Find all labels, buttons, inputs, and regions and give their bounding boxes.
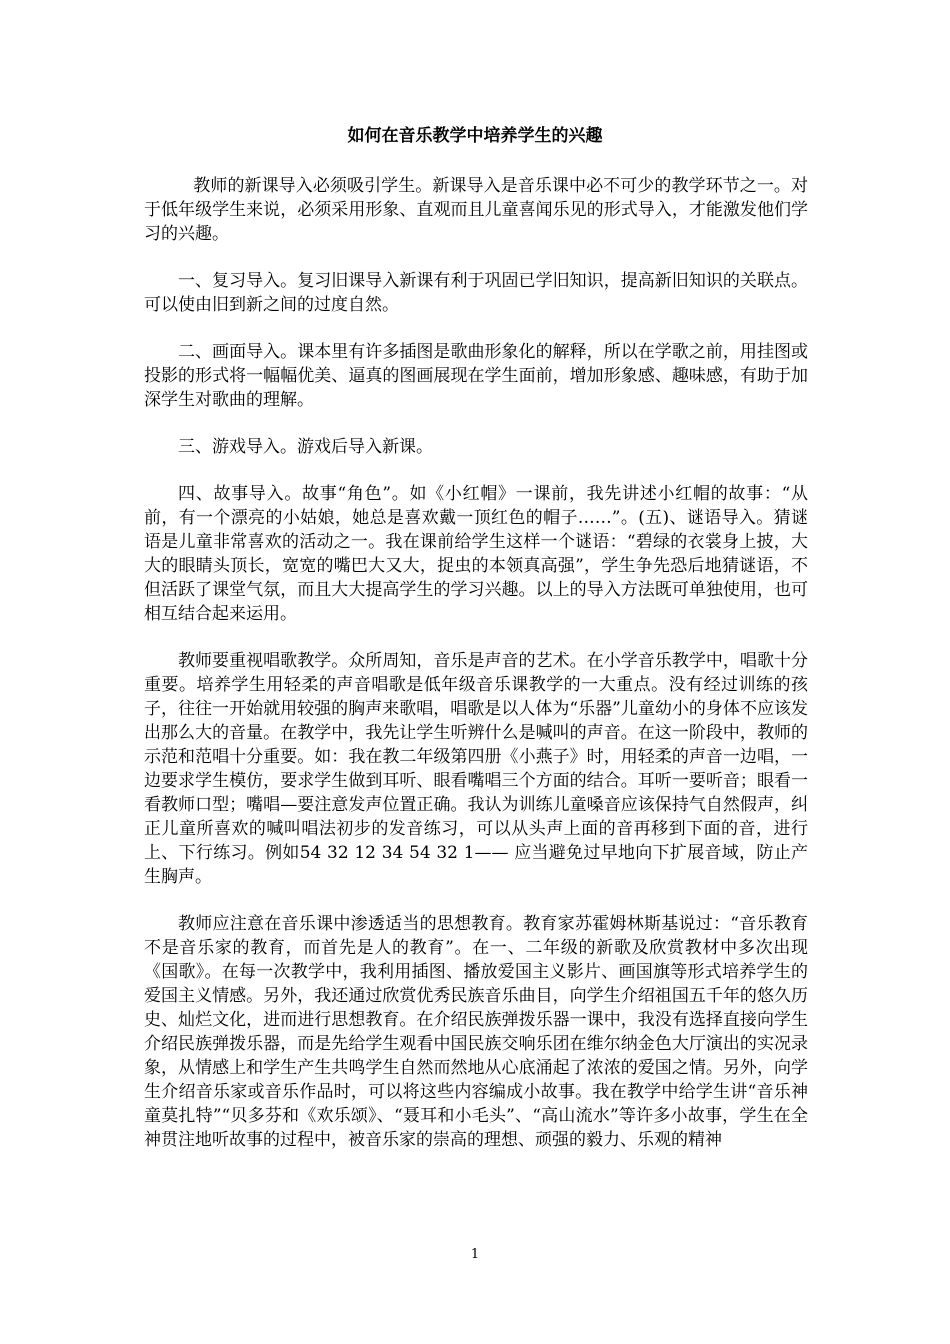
paragraph-game-intro: 三、游戏导入。游戏后导入新课。 (178, 437, 433, 457)
document-title: 如何在音乐教学中培养学生的兴趣 (347, 126, 603, 146)
paragraph-review-intro: 一、复习导入。复习旧课导入新课有利于巩固已学旧知识，提高新旧知识的关联点。可以使由旧到新之间的过度自然。 (144, 271, 808, 315)
paragraph-story-intro: 四、故事导入。故事“角色”。如《小红帽》一课前，我先讲述小红帽的故事：“从前，有一个漂亮的小姑娘，她总是喜欢戴一顶红色的帽子……”。(五)、谜语导入。猜谜语是儿童非常喜欢的活动之一。我在课前给学生这样一个谜语：“碧绿的衣裳身上披，大大的眼睛头顶长，宽宽的嘴巴大又大，捉虫的本领真高强”，学生争先恐后地猜谜语，不但活跃了课堂气氛，而且大大提高学生的学习兴趣。以上的导入方法既可单独使用，也可相互结合起来运用。 (144, 484, 808, 624)
paragraph-singing: 教师要重视唱歌教学。众所周知，音乐是声音的艺术。在小学音乐教学中，唱歌十分重要。培养学生用轻柔的声音唱歌是低年级音乐课教学的一大重点。没有经过训练的孩子，往往一开始就用较强的胸声来歌唱，唱歌是以人体为“乐器”儿童幼小的身体不应该发出那么大的音量。在教学中，我先让学生听辨什么是喊叫的声音。在这一阶段中，教师的示范和范唱十分重要。如：我在教二年级第四册《小燕子》时，用轻柔的声音一边唱，一边要求学生模仿，要求学生做到耳听、眼看嘴唱三个方面的结合。耳听一要听音；眼看一看教师口型；嘴唱—要注意发声位置正确。我认为训练儿童嗓音应该保持气自然假声，纠正儿童所喜欢的喊叫唱法初步的发音练习，可以从头声上面的音再移到下面的音，进行上、下行练习。例如54 32 12 34 54 32 1—— 应当避免过早地向下扩展音域，防止产生胸声。 (144, 651, 808, 887)
document-body (144, 174, 808, 1175)
page-number: 1 (470, 1247, 480, 1262)
paragraph-picture-intro: 二、画面导入。课本里有许多插图是歌曲形象化的解释，所以在学歌之前，用挂图或投影的形式将一幅幅优美、逼真的图画展现在学生面前，增加形象感、趣味感，有助于加深学生对歌曲的理解。 (144, 342, 808, 410)
paragraph-moral-education: 教师应注意在音乐课中渗透适当的思想教育。教育家苏霍姆林斯基说过：“音乐教育不是音乐家的教育，而首先是人的教育”。在一、二年级的新歌及欣赏教材中多次出现《国歌》。在每一次教学中，我利用插图、播放爱国主义影片、画国旗等形式培养学生的爱国主义情感。另外，我还通过欣赏优秀民族音乐曲目，向学生介绍祖国五千年的悠久历史、灿烂文化，进而进行思想教育。在介绍民族弹拨乐器一课中，我没有选择直接向学生介绍民族弹拨乐器，而是先给学生观看中国民族交响乐团在维尔纳金色大厅演出的实况录象，从情感上和学生产生共鸣学生自然而然地从心底涌起了浓浓的爱国之情。另外，向学生介绍音乐家或音乐作品时，可以将这些内容编成小故事。我在教学中给学生讲“音乐神童莫扎特”“贝多芬和《欢乐颂》、“聂耳和小毛头”、“高山流水”等许多小故事，学生在全神贯注地听故事的过程中，被音乐家的崇高的理想、顽强的毅力、乐观的精神 (144, 914, 808, 1150)
paragraph-intro: 教师的新课导入必须吸引学生。新课导入是音乐课中必不可少的教学环节之一。对于低年级学生来说，必须采用形象、直观而且儿童喜闻乐见的形式导入，才能激发他们学习的兴趣。 (144, 176, 808, 244)
